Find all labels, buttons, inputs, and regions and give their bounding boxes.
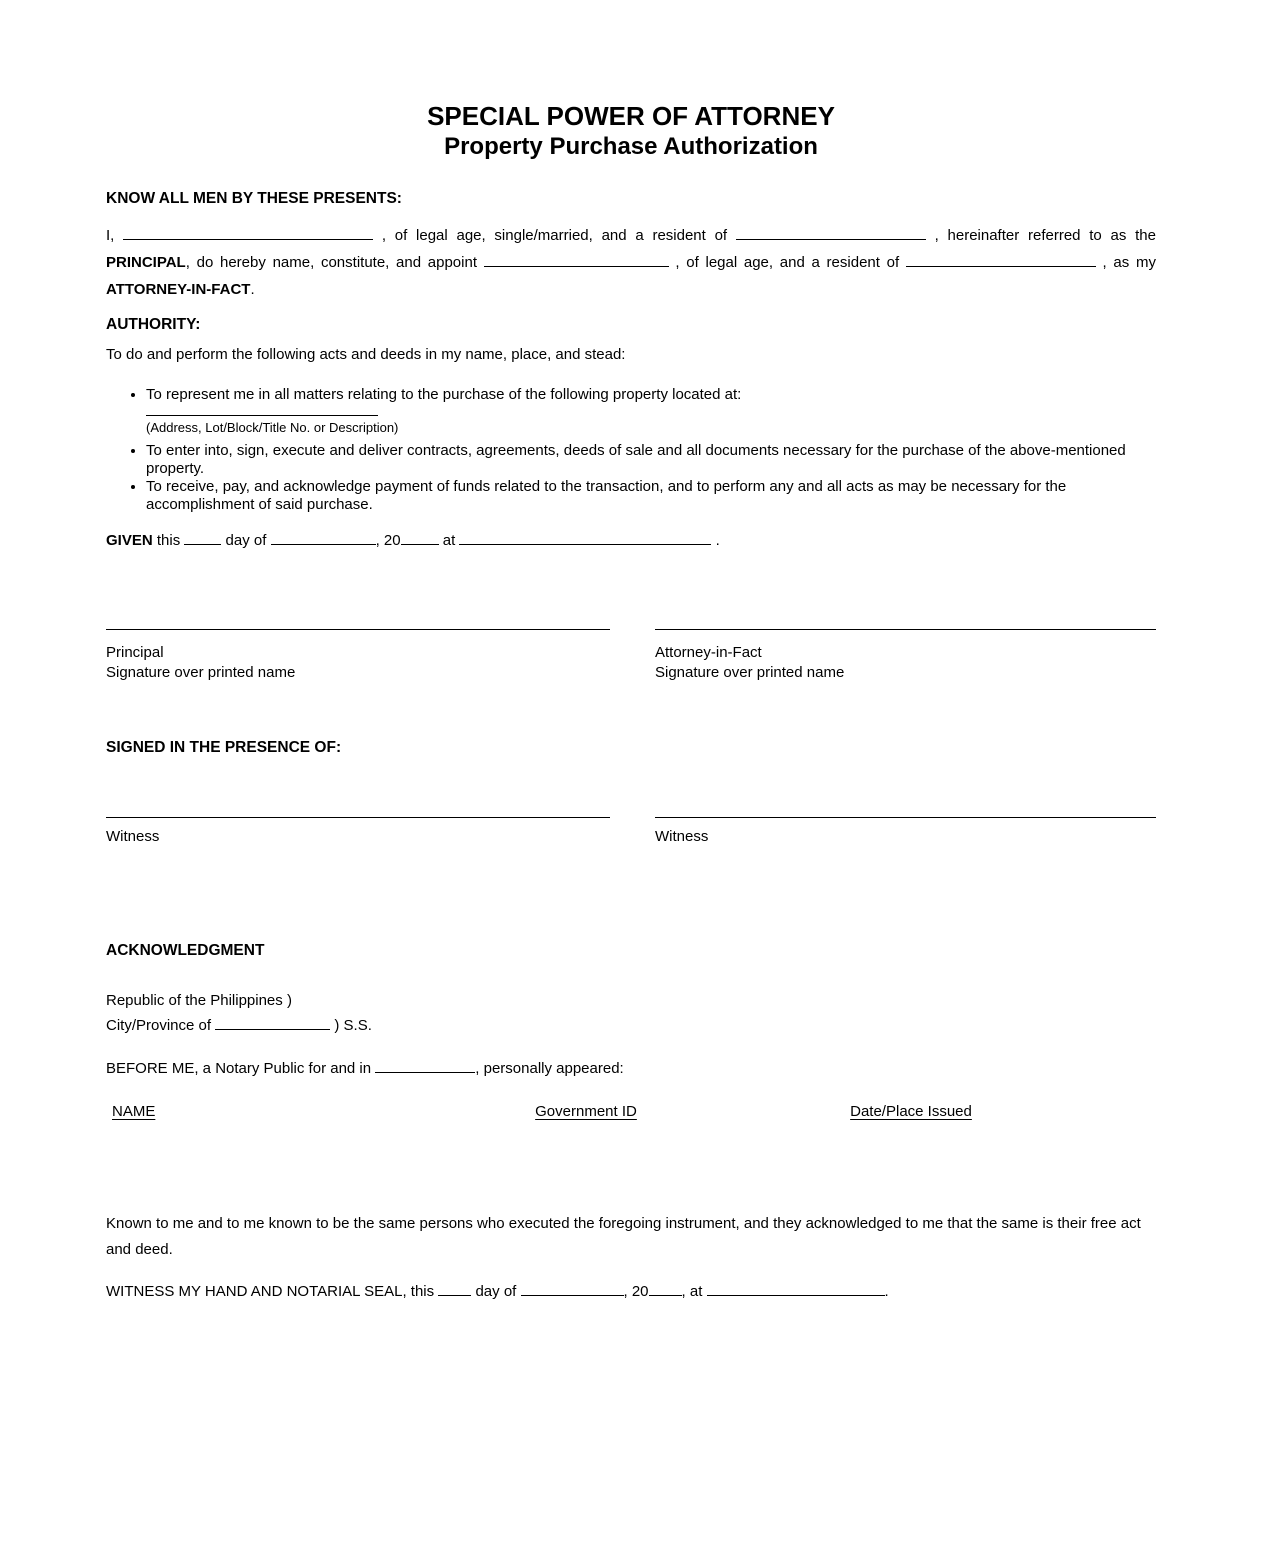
principal-role-label: Principal (106, 644, 164, 661)
witness-block (106, 817, 1156, 845)
authority-list (106, 386, 1156, 514)
venue-line-republic: Republic of the Philippines ) (106, 992, 292, 1009)
authority-item-contracts-text: To enter into, sign, execute and deliver contracts, agreements, deeds of sale and all documents necessary for the purchase of the above-mentioned property. (146, 442, 1126, 477)
given-text-2: day of (221, 532, 271, 549)
given-place-blank (459, 531, 711, 545)
column-government-id (426, 1103, 746, 1121)
acknowledgment-heading: ACKNOWLEDGMENT (106, 942, 265, 959)
given-text-5: . (711, 532, 720, 549)
witness-left-label: Witness (106, 828, 160, 845)
authority-lead: To do and perform the following acts and deeds in my name, place, and stead: (106, 346, 626, 363)
seal-place-blank (707, 1282, 885, 1296)
signature-block (106, 629, 1156, 683)
attorney-role-label: Attorney-in-Fact (655, 644, 762, 661)
authority-heading: AUTHORITY: (106, 316, 201, 333)
principal-signature-area (106, 629, 610, 683)
venue-city-suffix: ) S.S. (330, 1017, 372, 1034)
known-paragraph: Known to me and to me known to be the same persons who executed the foregoing instrument, and they acknowledged to me that the same is their free act and deed. (106, 1215, 1141, 1258)
authority-item-payment-text: To receive, pay, and acknowledge payment of funds related to the transaction, and to perform any and all acts as may be necessary for the accomplishment of said purchase. (146, 478, 1067, 513)
date-place-header-label: Date/Place Issued (850, 1103, 972, 1120)
before-me-suffix: , personally appeared: (475, 1060, 624, 1077)
intro-paragraph (106, 222, 1156, 303)
intro-text-2: , of legal age, single/married, and a resident of (373, 227, 736, 244)
attorney-in-fact-word: ATTORNEY-IN-FACT (106, 281, 251, 298)
witness-right-label: Witness (655, 828, 709, 845)
presents-heading: KNOW ALL MEN BY THESE PRESENTS: (106, 190, 402, 207)
intro-text-1: I, (106, 227, 124, 244)
given-year-blank (401, 531, 439, 545)
column-date-place-issued (746, 1103, 1076, 1121)
intro-text-7: . (250, 281, 255, 298)
given-clause (106, 531, 1156, 550)
seal-day-blank (438, 1282, 471, 1296)
before-me-prefix: BEFORE ME, a Notary Public for and in (106, 1060, 376, 1077)
intro-text-6: , as my (1095, 254, 1156, 271)
document-subtitle: Property Purchase Authorization (444, 133, 818, 160)
seal-text-2: , 20 (623, 1283, 649, 1300)
witness-right-area (655, 817, 1156, 845)
principal-signature-caption: Signature over printed name (106, 664, 296, 681)
given-text-3: , 20 (375, 532, 401, 549)
attorney-signature-area (655, 629, 1156, 683)
intro-text-4: , do hereby name, constitute, and appoint (185, 254, 484, 271)
government-id-header-label: Government ID (535, 1103, 637, 1120)
appearers-table-header (106, 1103, 1156, 1121)
property-address-caption: (Address, Lot/Block/Title No. or Description) (146, 420, 399, 435)
seal-text-0: WITNESS MY HAND AND NOTARIAL SEAL, this (106, 1283, 439, 1300)
given-text-4: at (438, 532, 460, 549)
authority-item-represent (146, 386, 1156, 436)
property-address-blank-line (146, 404, 378, 416)
attorney-address-blank (906, 253, 1096, 267)
principal-word: PRINCIPAL (106, 254, 186, 271)
authority-item-represent-text: To represent me in all matters relating to the purchase of the following property located at: (146, 386, 742, 403)
notary-place-blank (375, 1059, 475, 1073)
document-title: SPECIAL POWER OF ATTORNEY (427, 101, 835, 131)
given-word: GIVEN (106, 532, 153, 549)
seal-text-4: . (884, 1283, 889, 1300)
witness-left-area (106, 817, 610, 845)
given-text-1: this (152, 532, 185, 549)
seal-month-blank (521, 1282, 624, 1296)
seal-text-3: , at (681, 1283, 707, 1300)
before-me-line (106, 1059, 1156, 1078)
principal-name-blank (123, 226, 373, 240)
name-header-label: NAME (112, 1103, 156, 1120)
intro-text-3: , hereinafter referred to as the (925, 227, 1156, 244)
venue-city-prefix: City/Province of (106, 1017, 216, 1034)
attorney-signature-caption: Signature over printed name (655, 664, 845, 681)
notarial-seal-line (106, 1282, 1156, 1301)
principal-address-blank (736, 226, 926, 240)
given-day-blank (184, 531, 221, 545)
authority-item-payment (146, 478, 1156, 514)
venue-line-city (106, 1013, 1156, 1038)
presence-heading: SIGNED IN THE PRESENCE OF: (106, 739, 342, 756)
venue-block (106, 988, 1156, 1038)
authority-item-contracts (146, 442, 1156, 478)
intro-text-5: , of legal age, and a resident of (668, 254, 906, 271)
attorney-name-blank (484, 253, 669, 267)
seal-year-blank (649, 1282, 682, 1296)
column-name (106, 1103, 426, 1121)
city-province-blank (215, 1016, 330, 1030)
seal-text-1: day of (471, 1283, 521, 1300)
given-month-blank (271, 531, 376, 545)
